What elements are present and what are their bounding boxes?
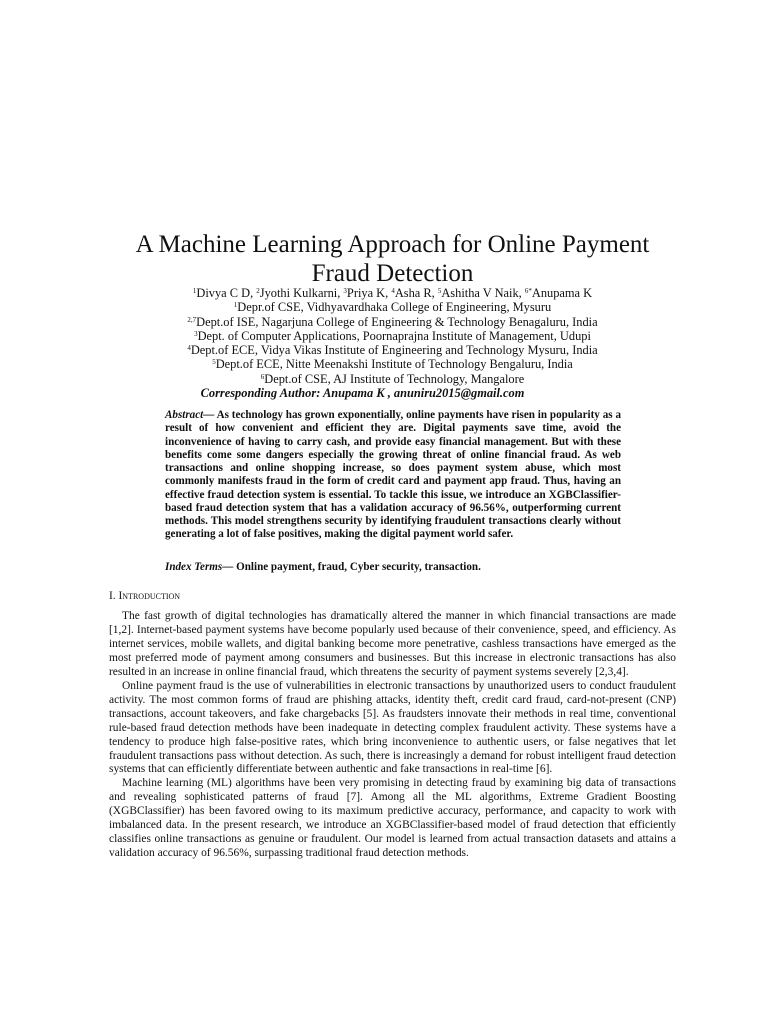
abstract-label: Abstract— [165,409,215,421]
title-line-2: Fraud Detection [311,260,474,287]
affiliation-sup: 6 [260,372,265,381]
affiliation-text: Dept.of ISE, Nagarjuna College of Engineering & Technology Benagaluru, India [196,314,598,329]
affiliation-sup: 3 [194,329,198,338]
author-name: Jyothi Kulkarni, [259,286,344,300]
affiliation-text: Dept. of Computer Applications, Poornaprajna Institute of Management, Udupi [197,328,591,343]
author-name: Anupama K [531,286,593,300]
section-title: Introduction [118,590,181,602]
paragraph: Online payment fraud is the use of vulnerabilities in electronic transactions by unauthorized users to conduct fraudulent activity. The most common forms of fraud are phishing attacks, identity theft, credit card fraud, card-not-present (CNP) transactions, account takeovers, and fake chargebacks [5]. As fraudsters innovate their methods in real time, conventional rule-based fraud detection methods have been inadequate in detecting complex fraudulent activity. These systems have a tendency to produce high false-positive rates, which bring inconvenience to authentic users, or false negatives that let fraudulent transactions pass without detection. As such, there is increasingly a demand for robust intelligent fraud detection systems that can efficiently differentiate between authentic and fake transactions in real-time [6]. [109,679,676,776]
author-sup: 5 [437,287,442,295]
affiliation-sup: 4 [187,344,191,353]
affiliation-sup: 2,7 [187,315,197,324]
index-terms-label: Index Terms— [165,561,234,573]
affiliation-line [100,300,685,314]
abstract-text: As technology has grown exponentially, online payments have risen in popularity as a result of how convenient and efficient they are. Digital payments save time, avoid the inconvenience of having to carry cash, and provide easy financial management. But with these benefits come some dangers especially the growing threat of online financial fraud. As web transactions and online shopping increase, so does payment system abuse, which most commonly manifests fraud in the form of credit card and payment app fraud. Thus, having an effective fraud detection system is essential. To tackle this issue, we introduce an XGBClassifier-based fraud detection system that has a validation accuracy of 96.56%, outperforming current methods. This model strengthens security by identifying fraudulent transactions clearly without generating a lot of false positives, making the digital payment world safer. [165,409,621,541]
author-name: Priya K, [346,286,392,300]
affiliation-text: Dept.of ECE, Vidya Vikas Institute of Engineering and Technology Mysuru, India [190,343,598,358]
author-list [100,286,685,300]
author-sup: 2 [256,287,260,295]
author-sup: 1 [192,287,197,295]
author-sup: 6* [524,287,532,295]
paper-title [100,230,685,288]
affiliation-text: Dept.of ECE, Nitte Meenakshi Institute of Technology Bengaluru, India [215,357,573,372]
affiliation-text: Dept.of CSE, AJ Institute of Technology, Mangalore [264,371,525,386]
affiliation-line [100,315,685,329]
author-sup: 4 [391,287,395,295]
affiliation-sup: 5 [212,358,216,367]
corresponding-author: Corresponding Author: Anupama K , anuniru2015@gmail.com [200,386,525,401]
paragraph: The fast growth of digital technologies has dramatically altered the manner in which financial transactions are made [1,2]. Internet-based payment systems have become popularly used because of their convenience, speed, and efficiency. As internet services, mobile wallets, and digital banking become more penetrative, cashless transactions have emerged as the most preferred mode of payment among consumers and businesses. But this increase in electronic transactions has also resulted in an increase in online financial fraud, which threatens the security of payment systems severely [2,3,4]. [109,610,676,678]
affiliation-line [100,372,685,386]
paragraph: Machine learning (ML) algorithms have been very promising in detecting fraud by examining big data of transactions and revealing sophisticated patterns of fraud [7]. Among all the ML algorithms, Extreme Gradient Boosting (XGBClassifier) has been favored owing to its maximum predictive accuracy, performance, and capacity to work with imbalanced data. In the present research, we introduce an XGBClassifier-based model of fraud detection that efficiently classifies online transactions as genuine or fraudulent. Our model is learned from actual transaction datasets and attains a validation accuracy of 96.56%, surpassing traditional fraud detection methods. [109,777,676,860]
affiliation-line [100,329,685,343]
author-name: Asha R, [394,286,438,300]
affiliation-text: Depr.of CSE, Vidhyavardhaka College of Engineering, Mysuru [237,300,552,315]
index-terms [165,561,621,574]
section-heading [109,589,180,603]
section-number: I. [109,590,119,602]
author-name: Ashitha V Naik, [441,286,525,300]
index-terms-text: Online payment, fraud, Cyber security, transaction. [233,561,481,573]
author-sup: 3 [343,287,347,295]
title-line-1: A Machine Learning Approach for Online Payment [135,231,650,258]
body-text [109,610,676,861]
affiliation-sup: 1 [233,301,238,310]
abstract [165,409,621,542]
affiliation-line [100,343,685,357]
author-name: Divya C D, [196,286,257,300]
author-block [100,286,685,400]
affiliation-line [100,357,685,371]
